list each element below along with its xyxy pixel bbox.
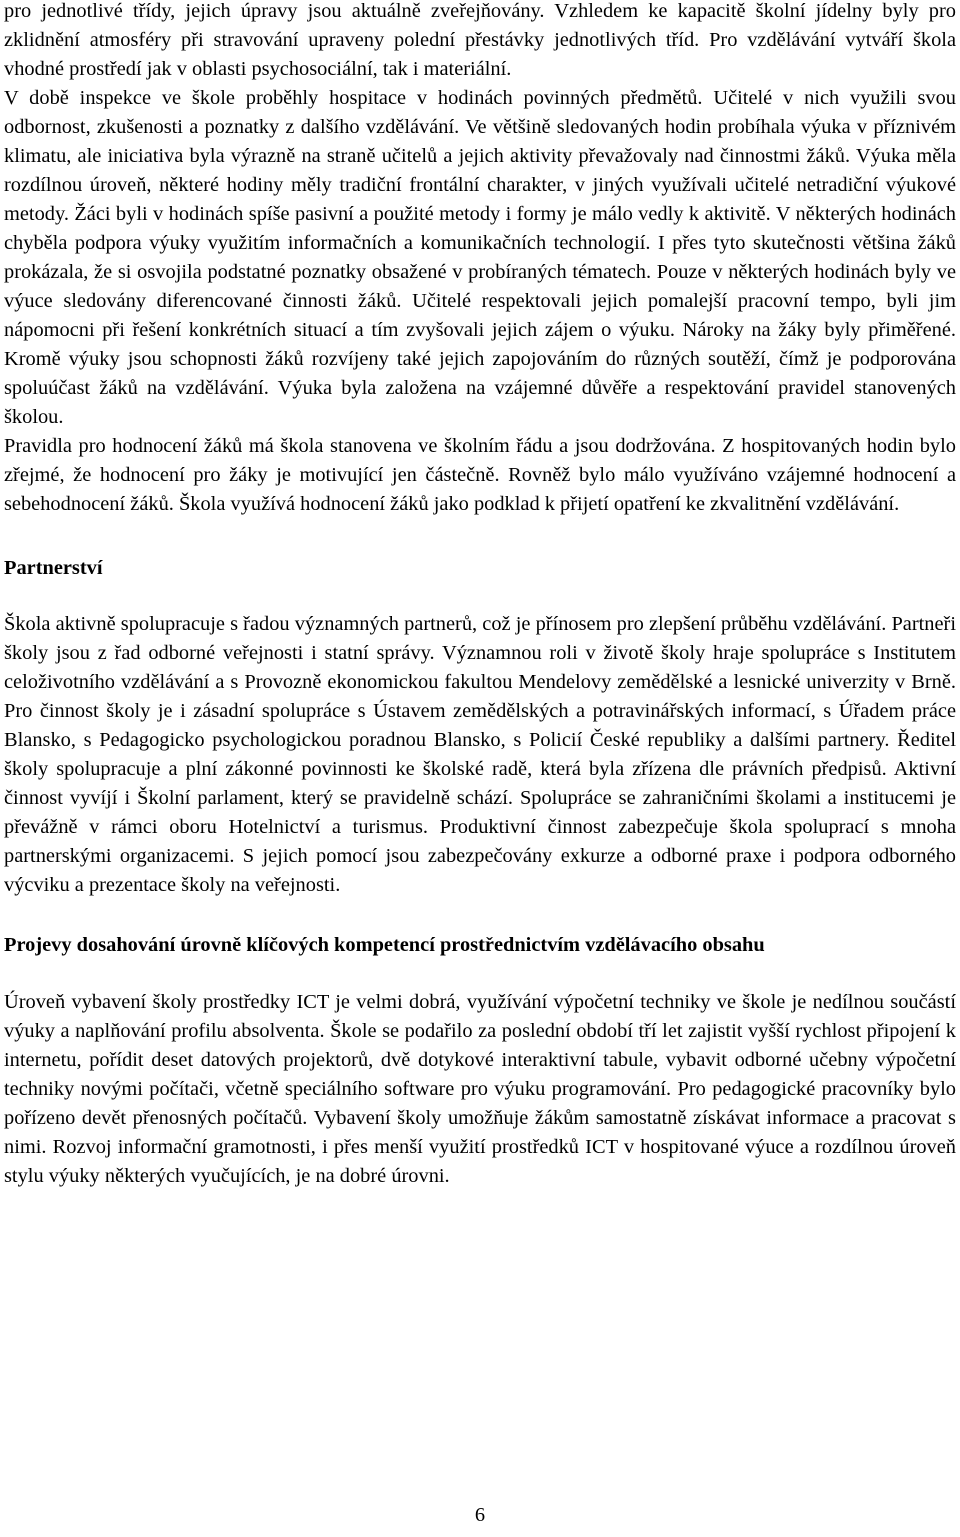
section-heading-partnerstvi: Partnerství	[4, 557, 103, 579]
paragraph-hospitation: V době inspekce ve škole proběhly hospitace v hodinách povinných předmětů. Učitelé v nich využili svou odbornost, zkušenosti a poznatky z dalšího vzdělávání. Ve většině sledovaných hodin probíhala výuka v příznivém klimatu, ale iniciativa byla výrazně na straně učitelů a jejich aktivity převažovaly nad činnostmi žáků. Výuka měla rozdílnou úroveň, některé hodiny měly tradiční frontální charakter, v jiných využívali učitelé netradiční výukové metody. Žáci byli v hodinách spíše pasivní a použité metody i formy je málo vedly k aktivitě. V některých hodinách chyběla podpora výuky využitím informačních a komunikačních technologií. I přes tyto skutečnosti většina žáků prokázala, že si osvojila podstatné poznatky obsažené v probíraných tématech. Pouze v některých hodinách byly ve výuce sledovány diferencované činnosti žáků. Učitelé respektovali jejich pomalejší pracovní tempo, byli jim nápomocni při řešení konkrétních situací a tím zvyšovali jejich zájem o výuku. Nároky na žáky byly přiměřené. Kromě výuky jsou schopnosti žáků rozvíjeny také jejich zapojováním do různých soutěží, čímž je podporována spoluúčast žáků na vzdělávání. Výuka byla založena na vzájemné důvěře a respektování pravidel stanovených školou.	[4, 87, 956, 428]
section-heading-key-competences: Projevy dosahování úrovně klíčových kompetencí prostřednictvím vzdělávacího obsahu	[4, 934, 765, 956]
paragraph-evaluation-rules: Pravidla pro hodnocení žáků má škola stanovena ve školním řádu a jsou dodržována. Z hospitovaných hodin bylo zřejmé, že hodnocení pro žáky je motivující jen částečně. Rovněž bylo málo využíváno vzájemné hodnocení a sebehodnocení žáků. Škola využívá hodnocení žáků jako podklad k přijetí opatření ke zkvalitnění vzdělávání.	[4, 435, 956, 515]
inspection-findings-block	[4, 0, 956, 519]
paragraph-partnerstvi: Škola aktivně spolupracuje s řadou významných partnerů, což je přínosem pro zlepšení průběhu vzdělávání. Partneři školy jsou z řad odborné veřejnosti i statní správy. Významnou roli v životě školy hraje spolupráce s Institutem celoživotního vzdělávání a s Provozně ekonomickou fakultou Mendelovy zemědělské a lesnické univerzity v Brně. Pro činnost školy je i zásadní spolupráce s Ústavem zemědělských a potravinářských informací, s Úřadem práce Blansko, s Pedagogicko psychologickou poradnou Blansko, s Policií České republiky a dalšími partnery. Ředitel školy spolupracuje a plní zákonné povinnosti ke školské radě, která byla zřízena dle právních předpisů. Aktivní činnost vyvíjí i Školní parlament, který se pravidelně schází. Spolupráce se zahraničními školami a institucemi je převážně v rámci oboru Hotelnictví a turismus. Produktivní činnost zabezpečuje škola spoluprací s mnoha partnerskými organizacemi. S jejich pomocí jsou zabezpečovány exkurze a odborné praxe i podpora odborného výcviku a prezentace školy na veřejnosti.	[4, 613, 956, 896]
paragraph-school-environment: pro jednotlivé třídy, jejich úpravy jsou aktuálně zveřejňovány. Vzhledem ke kapacitě školní jídelny byly pro zklidnění atmosféry při stravování upraveny polední přestávky jednotlivých tříd. Pro vzdělávání vytváří škola vhodné prostředí jak v oblasti psychosociální, tak i materiální.	[4, 0, 956, 80]
key-competences-block	[4, 988, 956, 1191]
document-body	[4, 0, 956, 1191]
page-number: 6	[474, 1504, 486, 1526]
paragraph-ict-equipment: Úroveň vybavení školy prostředky ICT je velmi dobrá, využívání výpočetní techniky ve škole je nedílnou součástí výuky a naplňování profilu absolventa. Škole se podařilo za poslední období tří let zajistit vyšší rychlost připojení k internetu, pořídit deset datových projektorů, dvě dotykové interaktivní tabule, vybavit odborné učebny výpočetní techniky novými počítači, včetně speciálního software pro výuku programování. Pro pedagogické pracovníky bylo pořízeno devět přenosných počítačů. Vybavení školy umožňuje žákům samostatně získávat informace a pracovat s nimi. Rozvoj informační gramotnosti, i přes menší využití prostředků ICT v hospitované výuce a rozdílnou úroveň stylu výuky některých vyučujících, je na dobré úrovni.	[4, 991, 956, 1187]
partnerstvi-block	[4, 610, 956, 900]
